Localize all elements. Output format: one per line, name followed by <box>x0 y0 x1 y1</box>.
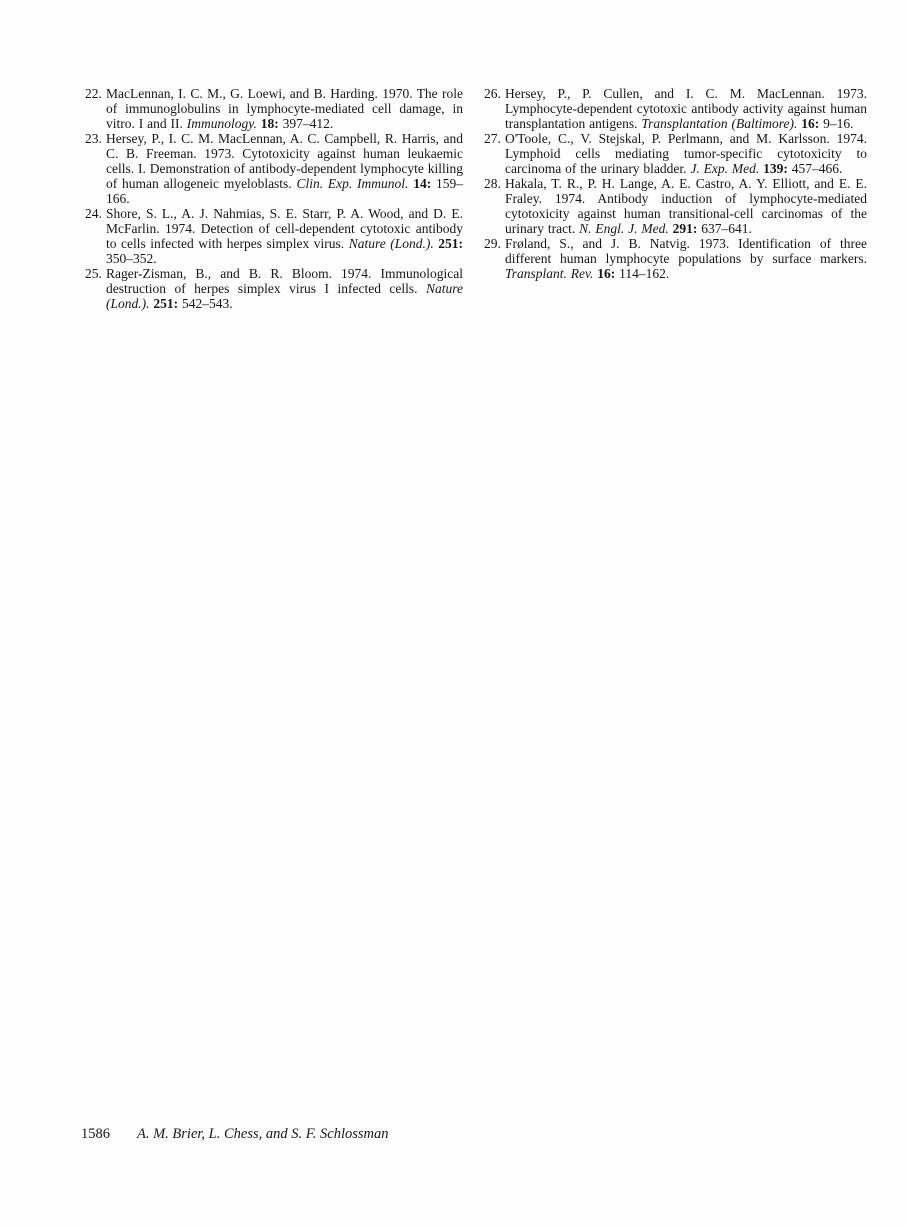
reference-text: Frøland, S., and J. B. Natvig. 1973. Identification of three different human lymphocyte populations by surface markers. Transplant. Rev. 16: 114–162. <box>505 236 867 281</box>
reference-item <box>484 131 867 176</box>
reference-item <box>85 131 463 206</box>
reference-item <box>484 176 867 236</box>
references-column-left <box>85 86 463 311</box>
reference-text: Hakala, T. R., P. H. Lange, A. E. Castro, A. Y. Elliott, and E. E. Fraley. 1974. Antibody induction of lymphocyte-mediated cytotoxicity against human transitional-cell carcinomas of the urinary tract. N. Engl. J. Med. 291: 637–641. <box>505 176 867 236</box>
reference-text: Rager-Zisman, B., and B. R. Bloom. 1974. Immunological destruction of herpes simplex virus I infected cells. Nature (Lond.). 251: 542–543. <box>106 266 463 311</box>
reference-number: 29. <box>484 236 501 251</box>
reference-number: 23. <box>85 131 102 146</box>
reference-text: O'Toole, C., V. Stejskal, P. Perlmann, and M. Karlsson. 1974. Lymphoid cells mediating tumor-specific cytotoxicity to carcinoma of the urinary bladder. J. Exp. Med. 139: 457–466. <box>505 131 867 176</box>
reference-number: 28. <box>484 176 501 191</box>
references-section <box>85 86 867 311</box>
reference-number: 24. <box>85 206 102 221</box>
page-number: 1586 <box>81 1126 110 1142</box>
references-column-right <box>484 86 867 311</box>
reference-number: 27. <box>484 131 501 146</box>
reference-text: MacLennan, I. C. M., G. Loewi, and B. Harding. 1970. The role of immunoglobulins in lymphocyte-mediated cell damage, in vitro. I and II. Immunology. 18: 397–412. <box>106 86 463 131</box>
reference-number: 22. <box>85 86 102 101</box>
reference-text: Shore, S. L., A. J. Nahmias, S. E. Starr, P. A. Wood, and D. E. McFarlin. 1974. Detection of cell-dependent cytotoxic antibody to cells infected with herpes simplex virus. Nature (Lond.). 251: 350–352. <box>106 206 464 266</box>
page-footer <box>81 1126 388 1143</box>
reference-item <box>484 86 867 131</box>
reference-item <box>85 266 463 311</box>
reference-text: Hersey, P., P. Cullen, and I. C. M. MacLennan. 1973. Lymphocyte-dependent cytotoxic antibody activity against human transplantation antigens. Transplantation (Baltimore). 16: 9–16. <box>505 86 867 131</box>
reference-number: 25. <box>85 266 102 281</box>
reference-item <box>85 86 463 131</box>
reference-number: 26. <box>484 86 501 101</box>
reference-item <box>85 206 463 266</box>
reference-item <box>484 236 867 281</box>
reference-text: Hersey, P., I. C. M. MacLennan, A. C. Campbell, R. Harris, and C. B. Freeman. 1973. Cytotoxicity against human leukaemic cells. I. Demonstration of antibody-dependent lymphocyte killing of human allogeneic myeloblasts. Clin. Exp. Immunol. 14: 159–166. <box>106 131 464 206</box>
running-authors: A. M. Brier, L. Chess, and S. F. Schlossman <box>137 1126 389 1142</box>
